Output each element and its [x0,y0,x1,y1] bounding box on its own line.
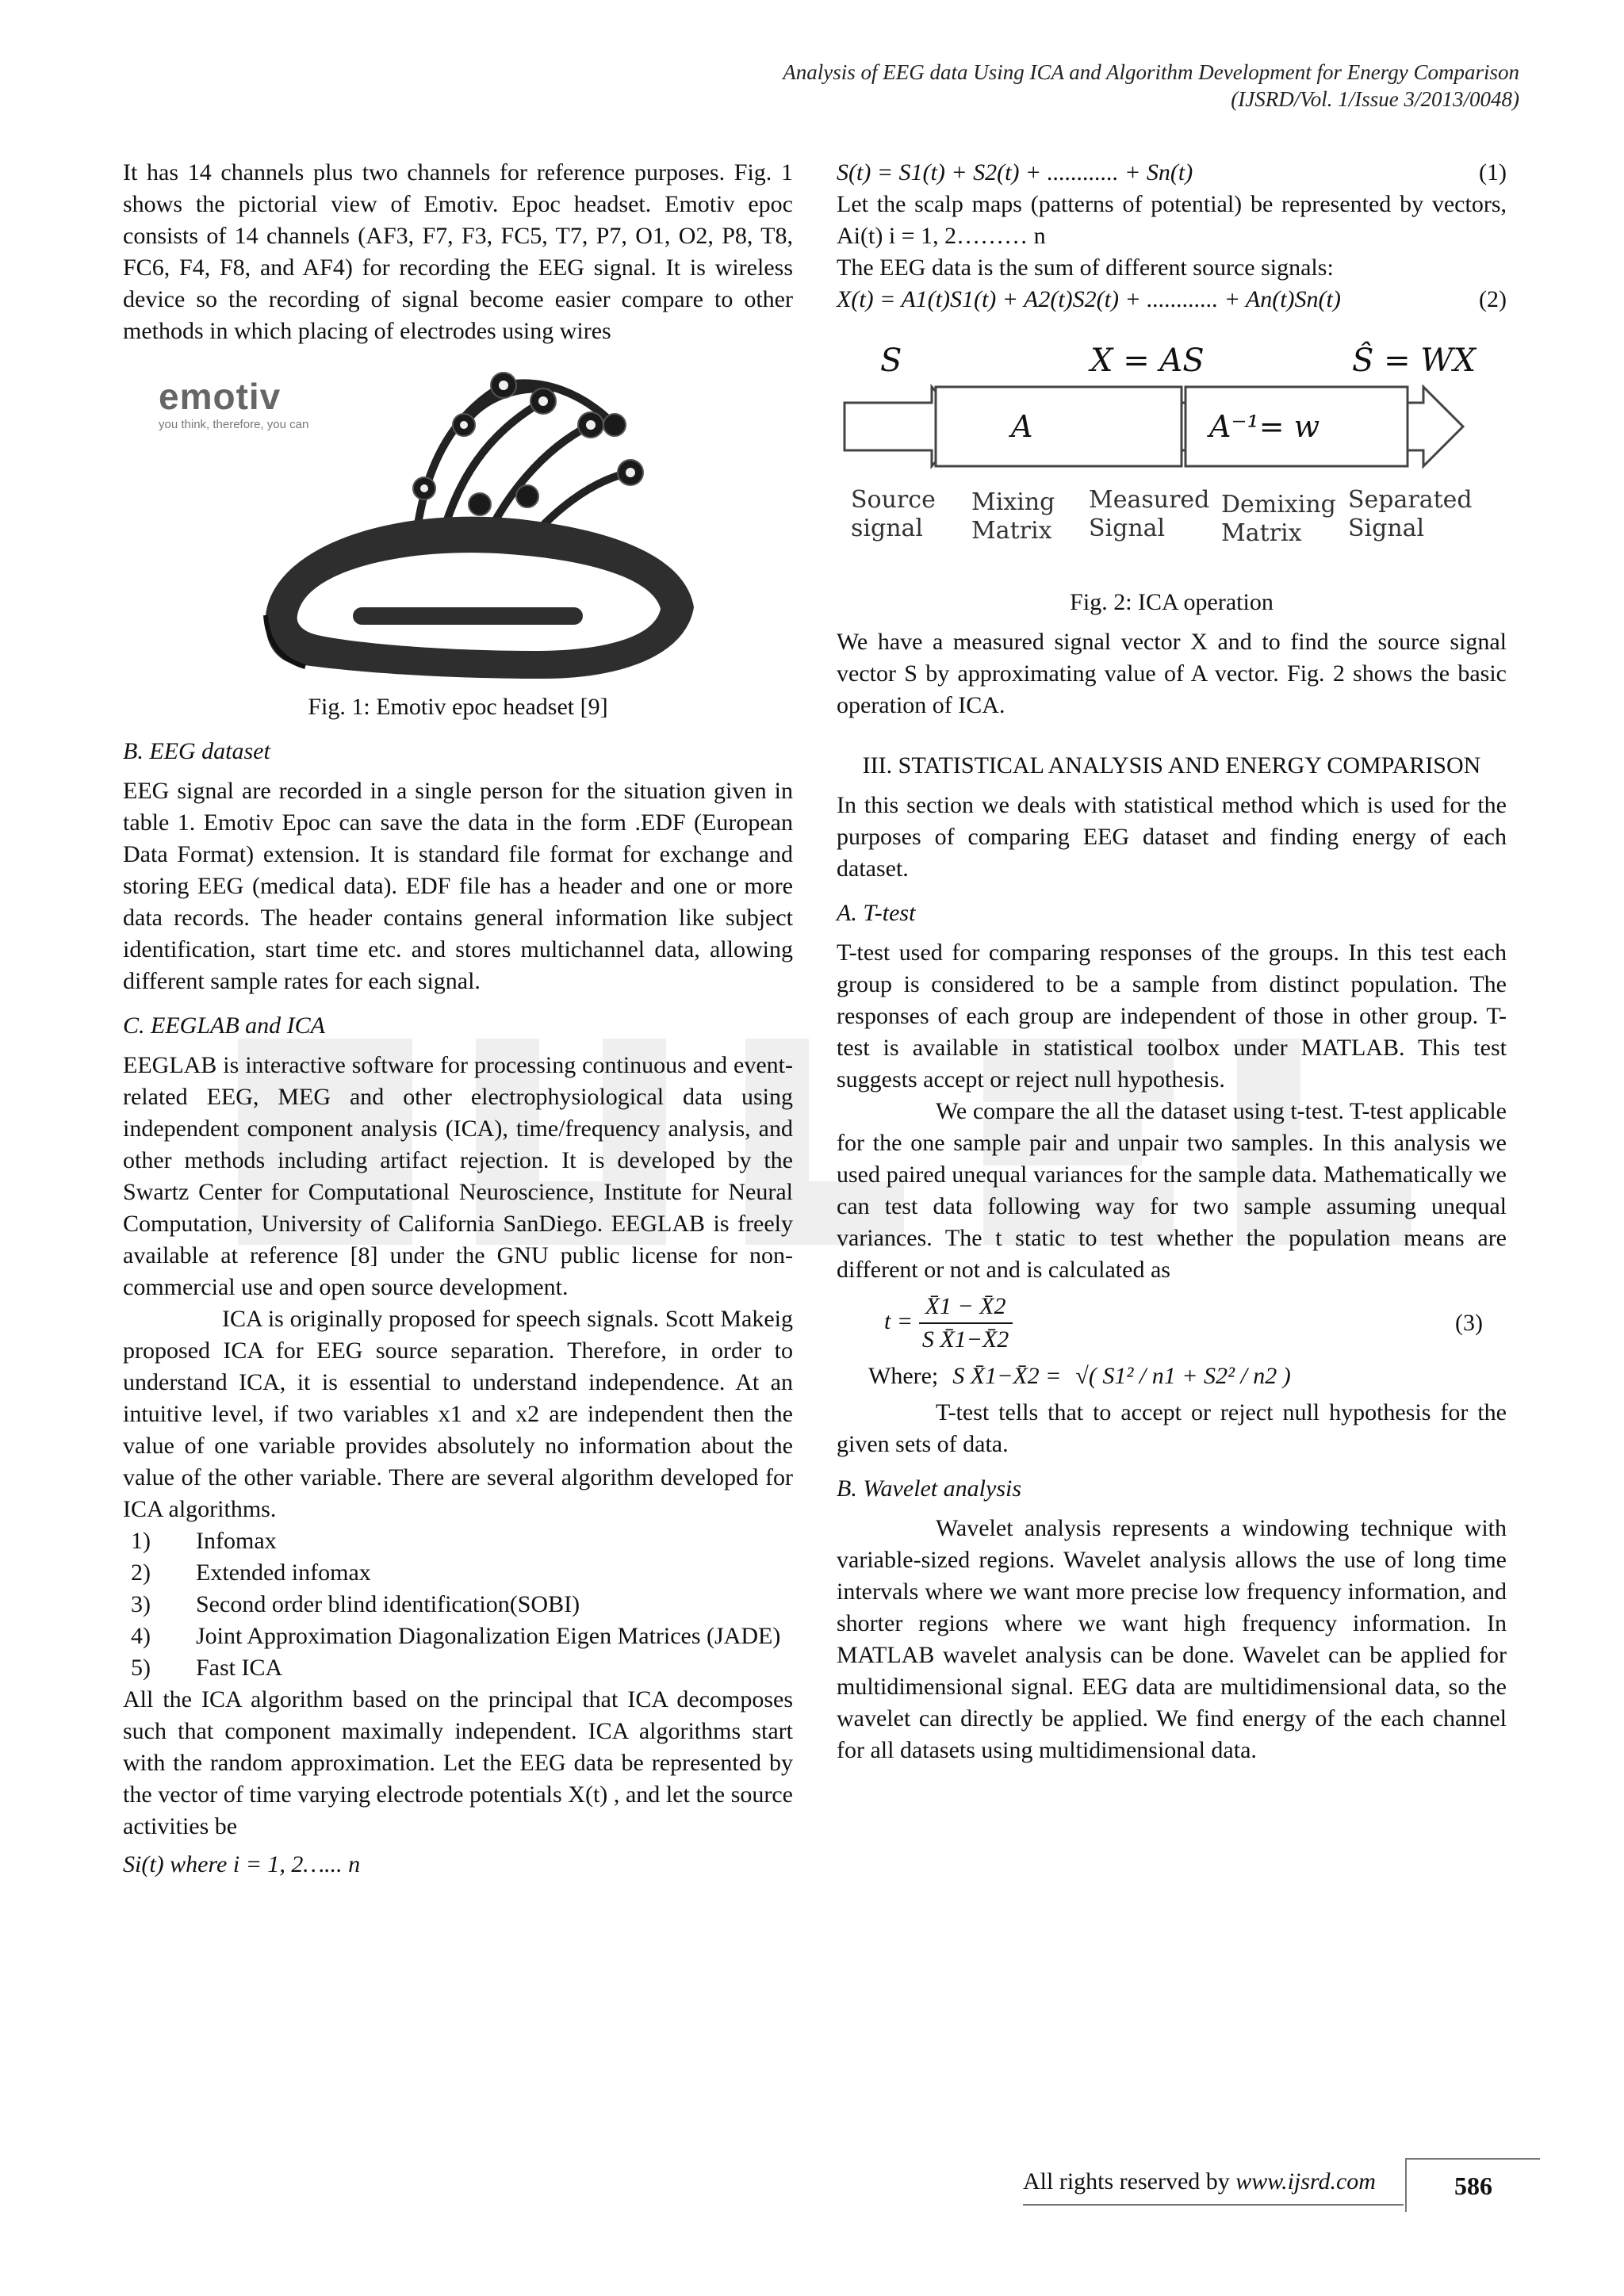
mixing-label: A [1011,409,1033,444]
ica-algorithm-list [123,1525,793,1684]
after-figure-2-paragraph: We have a measured signal vector X and to find the source signal vector S by approximating value of A vector. Fig. 2 shows the basic operation of ICA. [837,629,1507,718]
equation-1: S(t) = S1(t) + S2(t) + ............ + Sn(t) (1) [837,159,1507,186]
mixing-box [936,387,1182,466]
arrow-separated [1408,387,1463,466]
figure-2-caption: Fig. 2: ICA operation [1070,589,1274,615]
running-head-issue: (IJSRD/Vol. 1/Issue 3/2013/0048) [1231,87,1519,111]
section-b-paragraph: EEG signal are recorded in a single person for the situation given in table 1. Emotiv Epoc can save the data in the form .EDF (European Data Format) extension. It is standard file format for exchange and storing EEG (medical data). EDF file has a header and one or more data records. The header contains general information like subject identification, start time etc. and stores multichannel data, allowing different sample rates for each signal. [123,778,793,994]
equation-2: X(t) = A1(t)S1(t) + A2(t)S2(t) + ............ + An(t)Sn(t) (2) [837,286,1507,312]
mixing-matrix-label-2: Matrix [971,517,1052,545]
list-item: 4) Joint Approximation Diagonalization Eigen Matrices (JADE) [131,1623,781,1649]
separated-signal-label-1: Separated [1348,486,1473,514]
t-test-paragraph-2: We compare the all the dataset using t-test. T-test applicable for the one sample pair and unpair two samples. In this analysis we used paired unequal variances for the sample data. Mathematically we can test data following way for two sample assuming unequal variances. The t static to test whether the population means are different or not and is calculated as [837,1098,1507,1283]
right-column [837,157,1507,1766]
running-head [783,59,1519,113]
section-b-heading: B. EEG dataset [123,738,270,764]
list-item: 5) Fast ICA [131,1655,283,1681]
source-activities-line: Si(t) where i = 1, 2…... n [123,1851,361,1877]
separated-signal-label-2: Signal [1348,515,1425,542]
wavelet-paragraph: Wavelet analysis represents a windowing technique with variable-sized regions. Wavelet analysis allows the use of long time intervals where we want more precise low frequency information, and shorter regions where we want high frequency information. In MATLAB wavelet analysis can be done. Wavelet can be applied for multidimensional signal. EEG data are multidimensional data, so the wavelet can directly be applied. We find energy of the each channel for all datasets using multidimensional data. [837,1515,1507,1763]
page-number: 586 [1405,2158,1540,2212]
ica-operation-diagram [837,339,1507,577]
section-3-heading: III. STATISTICAL ANALYSIS AND ENERGY COMPARISON [862,752,1481,779]
mixing-matrix-label-1: Mixing [971,488,1055,516]
emotiv-logo: emotiv you think, therefore, you can [159,376,309,431]
section-3-paragraph: In this section we deals with statistical method which is used for the purposes of comparing EEG dataset and finding energy of each dataset. [837,792,1507,882]
t-test-paragraph-1: T-test used for comparing responses of the groups. In this test each group is considered to be a sample from distinct population. The responses of each group are independent of those in other group. T-test is available in statistical toolbox under MATLAB. This test suggests accept or reject null hypothesis. [837,939,1507,1093]
demixing-label: A⁻¹= w [1209,409,1320,444]
t-test-heading: A. T-test [837,900,916,926]
wavelet-heading: B. Wavelet analysis [837,1475,1022,1502]
diagram-label-shat: Ŝ = WX [1352,342,1476,379]
list-item: 2) Extended infomax [131,1559,371,1586]
running-head-title: Analysis of EEG data Using ICA and Algorithm Development for Energy Comparison [783,60,1519,84]
sum-intro-text: The EEG data is the sum of different source signals: [837,254,1334,281]
section-c-paragraph-1: EEGLAB is interactive software for processing continuous and event-related EEG, MEG and other electrophysiological data using independent component analysis (ICA), time/frequency analysis, and other methods including artifact rejection. It is developed by the Swartz Center for Computational Neuroscience, Institute for Neural Computation, University of California SanDiego. EEGLAB is freely available at reference [8] under the GNU public license for non-commercial use and open source development. [123,1052,793,1300]
source-signal-label-2: signal [851,515,923,542]
source-signal-label-1: Source [851,486,936,514]
t-fraction: $\frac{X̄1 - X̄2}{\text{S X̄1−X̄2}}$ [919,1291,1013,1356]
headset-image [242,354,718,687]
section-c-heading: C. EEGLAB and ICA [123,1012,325,1039]
section-c-paragraph-2: ICA is originally proposed for speech signals. Scott Makeig proposed ICA for EEG source separation. Therefore, in order to understand ICA, it is essential to understand independence. At an intuitive level, if two variables x1 and x2 are independent then the value of one variable provides absolutely no information about the value of the other variable. There are several algorithm developed for ICA algorithms. [123,1306,793,1522]
measured-signal-label-1: Measured [1089,486,1210,514]
left-column [123,157,793,1881]
footer-site-link[interactable]: www.ijsrd.com [1235,2168,1376,2195]
figure-1 [123,354,793,687]
diagram-label-x: X = AS [1090,342,1205,379]
where-formula: Where; S X̄1−X̄2 = √( S1² / n1 + S2² / n2 ) [868,1363,1291,1389]
scalp-maps-text: Let the scalp maps (patterns of potential) be represented by vectors, Ai(t) i = 1, 2……… n [837,191,1507,249]
demixing-matrix-label-2: Matrix [1221,519,1302,547]
equation-3: t = $\frac{X̄1 - X̄2}{\text{S X̄1−X̄2}}$ (3) [884,1291,1507,1356]
list-item: 3) Second order blind identification(SOBI) [131,1591,580,1617]
footer-rule [1023,2204,1404,2206]
diagram-label-s: S [880,342,902,379]
measured-signal-label-2: Signal [1089,515,1166,542]
figure-1-caption: Fig. 1: Emotiv epoc headset [9] [308,694,608,720]
intro-paragraph: It has 14 channels plus two channels for reference purposes. Fig. 1 shows the pictorial view of Emotiv. Epoc headset. Emotiv epoc consists of 14 channels (AF3, F7, F3, FC5, T7, P7, O1, O2, P8, T8, FC6, F4, F8, and AF4) for recording the EEG signal. It is wireless device so the recording of signal become easier compare to other methods in which placing of electrodes using wires [123,159,793,344]
demixing-matrix-label-1: Demixing [1221,491,1336,519]
list-item: 1) Infomax [131,1528,277,1554]
footer-text: All rights reserved by [1023,2168,1230,2195]
t-test-paragraph-3: T-test tells that to accept or reject null hypothesis for the given sets of data. [837,1399,1507,1457]
section-c-paragraph-3: All the ICA algorithm based on the principal that ICA decomposes such that component maximally independent. ICA algorithms start with the random approximation. Let the EEG data be represented by the vector of time varying electrode potentials X(t) , and let the source activities be [123,1686,793,1839]
footer [1023,2168,1376,2195]
